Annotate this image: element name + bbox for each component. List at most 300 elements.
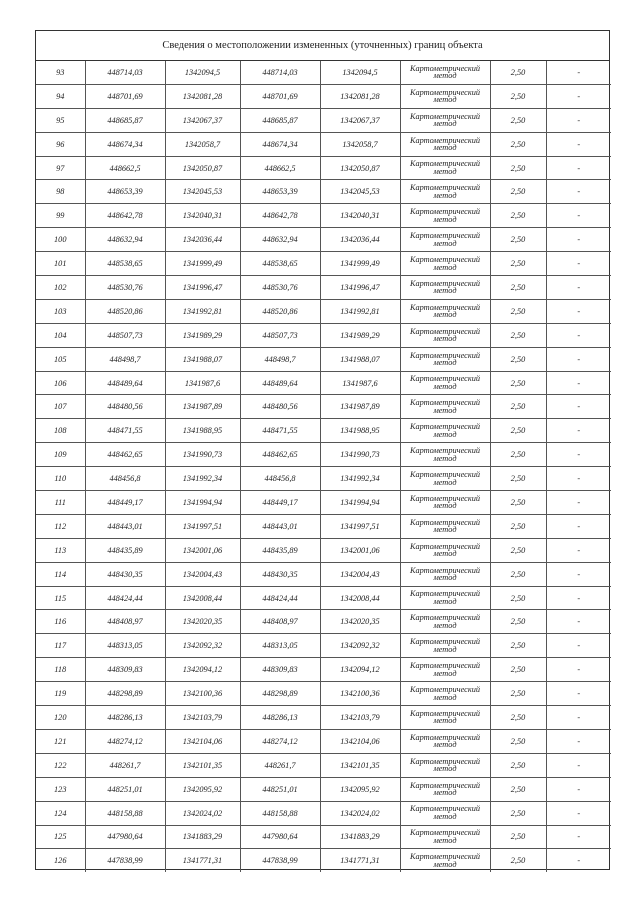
point-number-cell: 114 <box>36 562 85 586</box>
point-number-cell: 103 <box>36 299 85 323</box>
y-refined-cell: 1342036,44 <box>320 228 400 252</box>
point-number-cell: 113 <box>36 538 85 562</box>
y-existing-cell: 1341987,6 <box>165 371 240 395</box>
method-line-2: метод <box>433 620 457 630</box>
accuracy-cell: 2,50 <box>490 586 546 610</box>
point-number-cell: 98 <box>36 180 85 204</box>
x-existing-cell: 448653,39 <box>85 180 165 204</box>
x-existing-cell: 448480,56 <box>85 395 165 419</box>
point-number-cell: 96 <box>36 132 85 156</box>
method-line-1: Картометрический <box>409 350 481 360</box>
method-cell <box>400 108 490 132</box>
method-cell <box>400 658 490 682</box>
y-refined-cell: 1341988,07 <box>320 347 400 371</box>
y-existing-cell: 1341999,49 <box>165 252 240 276</box>
point-number-cell: 121 <box>36 729 85 753</box>
method-line-2: метод <box>433 477 457 487</box>
note-cell: - <box>546 658 611 682</box>
point-number-cell: 99 <box>36 204 85 228</box>
method-line-2: метод <box>433 405 457 415</box>
method-line-2: метод <box>433 334 457 344</box>
y-refined-cell: 1341992,81 <box>320 299 400 323</box>
method-line-2: метод <box>433 835 457 845</box>
table-row <box>36 252 611 276</box>
table-title: Сведения о местоположении измененных (уточненных) границ объекта <box>36 31 609 61</box>
method-line-2: метод <box>433 262 457 272</box>
table-row <box>36 443 611 467</box>
y-existing-cell: 1341988,07 <box>165 347 240 371</box>
table-row <box>36 276 611 300</box>
table-row <box>36 323 611 347</box>
note-cell: - <box>546 323 611 347</box>
x-refined-cell: 448274,12 <box>240 729 320 753</box>
note-cell: - <box>546 395 611 419</box>
method-line-1: Картометрический <box>409 446 481 456</box>
method-cell <box>400 706 490 730</box>
table-row <box>36 729 611 753</box>
x-refined-cell: 447980,64 <box>240 825 320 849</box>
method-line-2: метод <box>433 71 457 81</box>
y-existing-cell: 1342008,44 <box>165 586 240 610</box>
method-cell <box>400 347 490 371</box>
note-cell: - <box>546 276 611 300</box>
x-refined-cell: 448642,78 <box>240 204 320 228</box>
table-row <box>36 84 611 108</box>
y-existing-cell: 1342101,35 <box>165 753 240 777</box>
method-line-1: Картометрический <box>409 469 481 479</box>
x-existing-cell: 448424,44 <box>85 586 165 610</box>
y-refined-cell: 1342020,35 <box>320 610 400 634</box>
x-existing-cell: 448309,83 <box>85 658 165 682</box>
accuracy-cell: 2,50 <box>490 682 546 706</box>
x-refined-cell: 448498,7 <box>240 347 320 371</box>
point-number-cell: 102 <box>36 276 85 300</box>
y-existing-cell: 1341987,89 <box>165 395 240 419</box>
method-line-1: Картометрический <box>409 661 481 671</box>
y-refined-cell: 1341771,31 <box>320 849 400 872</box>
y-existing-cell: 1342040,31 <box>165 204 240 228</box>
point-number-cell: 125 <box>36 825 85 849</box>
note-cell: - <box>546 419 611 443</box>
x-existing-cell: 448443,01 <box>85 514 165 538</box>
table-row <box>36 61 611 84</box>
y-refined-cell: 1342045,53 <box>320 180 400 204</box>
accuracy-cell: 2,50 <box>490 132 546 156</box>
y-existing-cell: 1342050,87 <box>165 156 240 180</box>
x-existing-cell: 448286,13 <box>85 706 165 730</box>
method-line-1: Картометрический <box>409 708 481 718</box>
x-existing-cell: 448498,7 <box>85 347 165 371</box>
accuracy-cell: 2,50 <box>490 347 546 371</box>
table-row <box>36 682 611 706</box>
x-refined-cell: 448507,73 <box>240 323 320 347</box>
y-refined-cell: 1342094,12 <box>320 658 400 682</box>
point-number-cell: 105 <box>36 347 85 371</box>
x-refined-cell: 448449,17 <box>240 491 320 515</box>
y-existing-cell: 1341771,31 <box>165 849 240 872</box>
method-line-2: метод <box>433 692 457 702</box>
point-number-cell: 119 <box>36 682 85 706</box>
note-cell: - <box>546 61 611 84</box>
x-existing-cell: 448701,69 <box>85 84 165 108</box>
y-existing-cell: 1342081,28 <box>165 84 240 108</box>
y-refined-cell: 1342104,06 <box>320 729 400 753</box>
y-refined-cell: 1341989,29 <box>320 323 400 347</box>
method-line-2: метод <box>433 573 457 583</box>
x-refined-cell: 448456,8 <box>240 467 320 491</box>
table-row <box>36 371 611 395</box>
accuracy-cell: 2,50 <box>490 538 546 562</box>
table-row <box>36 538 611 562</box>
method-line-1: Картометрический <box>409 278 481 288</box>
method-line-1: Картометрический <box>409 87 481 97</box>
method-line-2: метод <box>433 453 457 463</box>
accuracy-cell: 2,50 <box>490 252 546 276</box>
y-refined-cell: 1342024,02 <box>320 801 400 825</box>
accuracy-cell: 2,50 <box>490 729 546 753</box>
x-refined-cell: 447838,99 <box>240 849 320 872</box>
method-cell <box>400 849 490 872</box>
x-refined-cell: 448443,01 <box>240 514 320 538</box>
coordinates-table <box>36 61 611 872</box>
table-row <box>36 562 611 586</box>
method-cell <box>400 491 490 515</box>
document-frame <box>35 30 610 870</box>
point-number-cell: 124 <box>36 801 85 825</box>
x-existing-cell: 448430,35 <box>85 562 165 586</box>
x-existing-cell: 447980,64 <box>85 825 165 849</box>
y-refined-cell: 1342067,37 <box>320 108 400 132</box>
x-refined-cell: 448471,55 <box>240 419 320 443</box>
table-row <box>36 849 611 872</box>
method-cell <box>400 84 490 108</box>
x-refined-cell: 448158,88 <box>240 801 320 825</box>
y-refined-cell: 1342058,7 <box>320 132 400 156</box>
method-cell <box>400 538 490 562</box>
y-refined-cell: 1342103,79 <box>320 706 400 730</box>
note-cell: - <box>546 347 611 371</box>
x-existing-cell: 448435,89 <box>85 538 165 562</box>
method-line-1: Картометрический <box>409 852 481 862</box>
method-line-1: Картометрический <box>409 374 481 384</box>
table-row <box>36 156 611 180</box>
method-line-1: Картометрический <box>409 565 481 575</box>
method-cell <box>400 395 490 419</box>
method-line-2: метод <box>433 549 457 559</box>
accuracy-cell: 2,50 <box>490 610 546 634</box>
point-number-cell: 94 <box>36 84 85 108</box>
method-cell <box>400 61 490 84</box>
method-line-2: метод <box>433 310 457 320</box>
table-row <box>36 299 611 323</box>
y-refined-cell: 1341883,29 <box>320 825 400 849</box>
note-cell: - <box>546 777 611 801</box>
accuracy-cell: 2,50 <box>490 443 546 467</box>
accuracy-cell: 2,50 <box>490 419 546 443</box>
table-row <box>36 419 611 443</box>
x-refined-cell: 448685,87 <box>240 108 320 132</box>
method-cell <box>400 156 490 180</box>
y-existing-cell: 1341988,95 <box>165 419 240 443</box>
accuracy-cell: 2,50 <box>490 467 546 491</box>
note-cell: - <box>546 753 611 777</box>
y-existing-cell: 1341989,29 <box>165 323 240 347</box>
y-refined-cell: 1342100,36 <box>320 682 400 706</box>
method-line-2: метод <box>433 167 457 176</box>
x-existing-cell: 448456,8 <box>85 467 165 491</box>
method-cell <box>400 467 490 491</box>
note-cell: - <box>546 252 611 276</box>
y-existing-cell: 1342100,36 <box>165 682 240 706</box>
accuracy-cell: 2,50 <box>490 491 546 515</box>
table-row <box>36 491 611 515</box>
method-cell <box>400 299 490 323</box>
table-row <box>36 753 611 777</box>
y-refined-cell: 1342081,28 <box>320 84 400 108</box>
point-number-cell: 100 <box>36 228 85 252</box>
method-cell <box>400 586 490 610</box>
method-line-2: метод <box>433 95 457 105</box>
method-line-1: Картометрический <box>409 493 481 503</box>
method-line-1: Картометрический <box>409 111 481 121</box>
accuracy-cell: 2,50 <box>490 514 546 538</box>
accuracy-cell: 2,50 <box>490 777 546 801</box>
x-refined-cell: 448632,94 <box>240 228 320 252</box>
note-cell: - <box>546 825 611 849</box>
x-existing-cell: 448313,05 <box>85 634 165 658</box>
x-existing-cell: 448274,12 <box>85 729 165 753</box>
y-existing-cell: 1341997,51 <box>165 514 240 538</box>
y-refined-cell: 1342008,44 <box>320 586 400 610</box>
point-number-cell: 112 <box>36 514 85 538</box>
table-row <box>36 228 611 252</box>
method-cell <box>400 323 490 347</box>
x-existing-cell: 448632,94 <box>85 228 165 252</box>
method-line-1: Картометрический <box>409 326 481 336</box>
x-existing-cell: 448538,65 <box>85 252 165 276</box>
x-refined-cell: 448538,65 <box>240 252 320 276</box>
method-cell <box>400 610 490 634</box>
y-refined-cell: 1341996,47 <box>320 276 400 300</box>
y-refined-cell: 1342050,87 <box>320 156 400 180</box>
table-row <box>36 706 611 730</box>
accuracy-cell: 2,50 <box>490 753 546 777</box>
note-cell: - <box>546 562 611 586</box>
method-line-1: Картометрический <box>409 159 481 169</box>
y-existing-cell: 1342104,06 <box>165 729 240 753</box>
accuracy-cell: 2,50 <box>490 228 546 252</box>
method-cell <box>400 801 490 825</box>
method-line-1: Картометрический <box>409 685 481 694</box>
x-existing-cell: 448507,73 <box>85 323 165 347</box>
x-existing-cell: 448662,5 <box>85 156 165 180</box>
note-cell: - <box>546 467 611 491</box>
y-refined-cell: 1342001,06 <box>320 538 400 562</box>
table-row <box>36 395 611 419</box>
x-existing-cell: 448261,7 <box>85 753 165 777</box>
point-number-cell: 104 <box>36 323 85 347</box>
y-existing-cell: 1341883,29 <box>165 825 240 849</box>
method-cell <box>400 180 490 204</box>
method-line-2: метод <box>433 668 457 678</box>
note-cell: - <box>546 682 611 706</box>
method-line-1: Картометрический <box>409 541 481 551</box>
point-number-cell: 95 <box>36 108 85 132</box>
method-line-2: метод <box>433 716 457 726</box>
accuracy-cell: 2,50 <box>490 371 546 395</box>
table-row <box>36 610 611 634</box>
table-body <box>36 61 611 872</box>
point-number-cell: 117 <box>36 634 85 658</box>
point-number-cell: 120 <box>36 706 85 730</box>
accuracy-cell: 2,50 <box>490 84 546 108</box>
y-existing-cell: 1342094,5 <box>165 61 240 84</box>
method-line-1: Картометрический <box>409 732 481 742</box>
y-existing-cell: 1342045,53 <box>165 180 240 204</box>
accuracy-cell: 2,50 <box>490 706 546 730</box>
x-refined-cell: 448261,7 <box>240 753 320 777</box>
method-line-2: метод <box>433 429 457 439</box>
method-line-2: метод <box>433 812 457 822</box>
method-line-2: метод <box>433 501 457 511</box>
y-refined-cell: 1341997,51 <box>320 514 400 538</box>
accuracy-cell: 2,50 <box>490 108 546 132</box>
y-existing-cell: 1341992,34 <box>165 467 240 491</box>
accuracy-cell: 2,50 <box>490 801 546 825</box>
y-existing-cell: 1341996,47 <box>165 276 240 300</box>
method-line-1: Картометрический <box>409 828 481 838</box>
note-cell: - <box>546 849 611 872</box>
method-line-1: Картометрический <box>409 589 481 599</box>
method-cell <box>400 371 490 395</box>
note-cell: - <box>546 610 611 634</box>
x-refined-cell: 448674,34 <box>240 132 320 156</box>
x-existing-cell: 448674,34 <box>85 132 165 156</box>
x-existing-cell: 448489,64 <box>85 371 165 395</box>
y-existing-cell: 1341994,94 <box>165 491 240 515</box>
method-line-1: Картометрический <box>409 756 481 766</box>
y-refined-cell: 1341999,49 <box>320 252 400 276</box>
method-line-2: метод <box>433 190 457 200</box>
point-number-cell: 115 <box>36 586 85 610</box>
note-cell: - <box>546 108 611 132</box>
table-row <box>36 514 611 538</box>
y-refined-cell: 1341987,89 <box>320 395 400 419</box>
method-line-2: метод <box>433 286 457 296</box>
method-line-2: метод <box>433 788 457 798</box>
table-row <box>36 825 611 849</box>
accuracy-cell: 2,50 <box>490 395 546 419</box>
note-cell: - <box>546 180 611 204</box>
y-existing-cell: 1342094,12 <box>165 658 240 682</box>
table-row <box>36 132 611 156</box>
x-existing-cell: 448530,76 <box>85 276 165 300</box>
method-line-2: метод <box>433 764 457 774</box>
accuracy-cell: 2,50 <box>490 658 546 682</box>
y-refined-cell: 1341988,95 <box>320 419 400 443</box>
table-row <box>36 467 611 491</box>
point-number-cell: 111 <box>36 491 85 515</box>
y-refined-cell: 1342040,31 <box>320 204 400 228</box>
y-refined-cell: 1342092,32 <box>320 634 400 658</box>
method-line-2: метод <box>433 597 457 607</box>
x-refined-cell: 448286,13 <box>240 706 320 730</box>
table-row <box>36 108 611 132</box>
x-refined-cell: 448480,56 <box>240 395 320 419</box>
table-row <box>36 180 611 204</box>
method-line-1: Картометрический <box>409 613 481 623</box>
note-cell: - <box>546 156 611 180</box>
method-cell <box>400 514 490 538</box>
table-row <box>36 634 611 658</box>
y-existing-cell: 1342067,37 <box>165 108 240 132</box>
method-line-1: Картометрический <box>409 63 481 73</box>
method-line-2: метод <box>433 143 457 153</box>
note-cell: - <box>546 132 611 156</box>
note-cell: - <box>546 299 611 323</box>
accuracy-cell: 2,50 <box>490 156 546 180</box>
note-cell: - <box>546 729 611 753</box>
x-refined-cell: 448701,69 <box>240 84 320 108</box>
note-cell: - <box>546 371 611 395</box>
accuracy-cell: 2,50 <box>490 299 546 323</box>
y-existing-cell: 1341990,73 <box>165 443 240 467</box>
method-line-2: метод <box>433 859 457 869</box>
method-line-1: Картометрический <box>409 254 481 264</box>
note-cell: - <box>546 84 611 108</box>
accuracy-cell: 2,50 <box>490 180 546 204</box>
point-number-cell: 97 <box>36 156 85 180</box>
y-refined-cell: 1341992,34 <box>320 467 400 491</box>
method-cell <box>400 276 490 300</box>
x-existing-cell: 448449,17 <box>85 491 165 515</box>
table-row <box>36 347 611 371</box>
x-refined-cell: 448309,83 <box>240 658 320 682</box>
y-existing-cell: 1342020,35 <box>165 610 240 634</box>
method-line-1: Картометрический <box>409 804 481 814</box>
point-number-cell: 123 <box>36 777 85 801</box>
x-refined-cell: 448714,03 <box>240 61 320 84</box>
point-number-cell: 109 <box>36 443 85 467</box>
method-cell <box>400 682 490 706</box>
method-line-1: Картометрический <box>409 637 481 647</box>
accuracy-cell: 2,50 <box>490 61 546 84</box>
x-existing-cell: 447838,99 <box>85 849 165 872</box>
x-refined-cell: 448530,76 <box>240 276 320 300</box>
method-cell <box>400 419 490 443</box>
method-line-2: метод <box>433 740 457 750</box>
x-refined-cell: 448489,64 <box>240 371 320 395</box>
x-refined-cell: 448462,65 <box>240 443 320 467</box>
note-cell: - <box>546 443 611 467</box>
x-existing-cell: 448158,88 <box>85 801 165 825</box>
method-cell <box>400 753 490 777</box>
table-row <box>36 801 611 825</box>
table-row <box>36 658 611 682</box>
x-existing-cell: 448714,03 <box>85 61 165 84</box>
method-line-2: метод <box>433 525 457 535</box>
point-number-cell: 108 <box>36 419 85 443</box>
method-cell <box>400 132 490 156</box>
y-existing-cell: 1342024,02 <box>165 801 240 825</box>
accuracy-cell: 2,50 <box>490 562 546 586</box>
method-cell <box>400 228 490 252</box>
accuracy-cell: 2,50 <box>490 825 546 849</box>
y-refined-cell: 1342004,43 <box>320 562 400 586</box>
x-existing-cell: 448408,97 <box>85 610 165 634</box>
method-cell <box>400 252 490 276</box>
method-line-1: Картометрический <box>409 302 481 312</box>
